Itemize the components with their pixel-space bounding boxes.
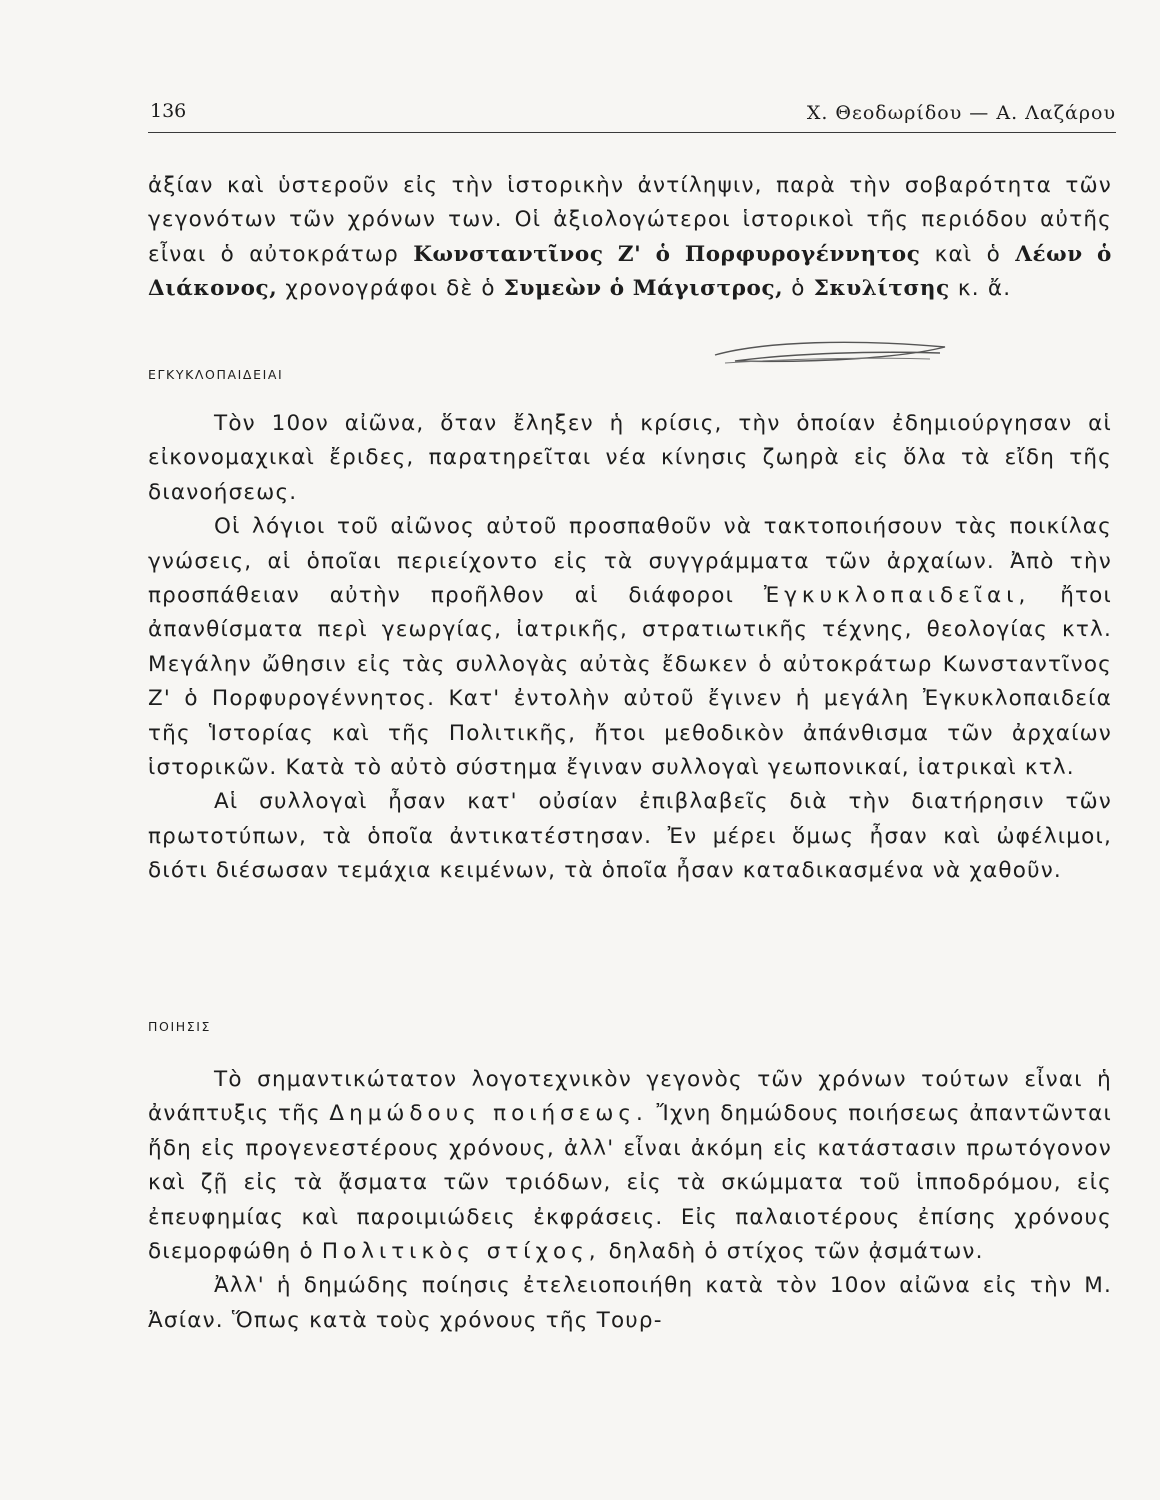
intro-text-4: ὁ <box>783 276 814 302</box>
intro-text-1: ἀξίαν καὶ ὑστεροῦν εἰς τὴν ἱστορικὴν ἀντίληψιν, παρὰ τὴν σοβαρότητα τῶν γεγονότων τῶν χρόνων των. Οἱ ἀξιολογώτεροι ἱστορικοὶ τῆς περιόδου αὐτῆς εἶναι ὁ αὐτοκράτωρ <box>148 173 1112 267</box>
spaced-term: Ἐγκυκλοπαιδεῖαι, <box>763 583 1031 609</box>
paragraph-text: Τὸ σημαντικώτατον λογοτεχνικὸν γεγονὸς τῶν χρόνων τούτων εἶναι ἡ ἀνάπτυξις τῆς <box>148 1067 1112 1127</box>
paragraph <box>148 1063 1112 1269</box>
paragraph: Τὸν 10ον αἰῶνα, ὅταν ἔληξεν ἡ κρίσις, τὴν ὁποίαν ἐδημιούργησαν αἱ εἰκονομαχικαὶ ἔριδες, παρατηρεῖται νέα κίνησις ζωηρὰ εἰς ὅλα τὰ εἴδη τῆς διανοήσεως. <box>148 411 1112 505</box>
paragraph-text: ἤτοι ἀπανθίσματα περὶ γεωργίας, ἰατρικῆς, στρατιωτικῆς τέχνης, θεολογίας κτλ. Μεγάλην ὤθησιν εἰς τὰς συλλογὰς αὐτὰς ἔδωκεν ὁ αὐτοκράτωρ Κωνσταντῖνος Ζ' ὁ Πορφυρογέννητος. Κατ' ἐντολὴν αὐτοῦ ἔγινεν ἡ μεγάλη Ἐγκυκλοπαιδεία τῆς Ἱστορίας καὶ τῆς Πολιτικῆς, ἤτοι μεθοδικὸν ἀπάνθισμα τῶν ἀρχαίων ἱστορικῶν. Κατὰ τὸ αὐτὸ σύστημα ἔγιναν συλλογαὶ γεωπονικαί, ἰατρικαὶ κτλ. <box>148 583 1112 781</box>
section-encyclopedias-body <box>148 407 1112 889</box>
section-label-encyclopedias: ΕΓΚΥΚΛΟΠΑΙΔΕΙΑΙ <box>148 367 284 382</box>
name-leon: Λέων ὁ Διάκονος, <box>148 241 1112 302</box>
paragraph-text: Οἱ λόγιοι τοῦ αἰῶνος αὐτοῦ προσπαθοῦν νὰ τακτοποιήσουν τὰς ποικίλας γνώσεις, αἱ ὁποῖαι περιείχοντο εἰς τὰ συγγράμματα τῶν ἀρχαίων. Ἀπὸ τὴν προσπάθειαν αὐτὴν προῆλθον αἱ διάφοροι <box>148 514 1112 609</box>
section-label-poetry: ΠΟΙΗΣΙΣ <box>148 1019 212 1034</box>
header-rule <box>148 132 1116 133</box>
pencil-scribble <box>705 333 955 371</box>
name-konstantinos: Κωνσταντῖνος Ζ' ὁ Πορφυρογέννητος <box>413 241 921 267</box>
section-poetry-body <box>148 1063 1112 1338</box>
spaced-term: Πολιτικὸς στίχος, <box>321 1239 601 1265</box>
intro-text-2: καὶ ὁ <box>920 241 1016 267</box>
paragraph-text: δηλαδὴ ὁ στίχος τῶν ᾀσμάτων. <box>600 1239 984 1265</box>
intro-text <box>148 169 1112 307</box>
name-skylitsis: Σκυλίτσης <box>813 276 950 302</box>
paragraph: Ἀλλ' ἡ δημώδης ποίησις ἐτελειοποιήθη κατὰ τὸν 10ον αἰῶνα εἰς τὴν Μ. Ἀσίαν. Ὅπως κατὰ τοὺς χρόνους τῆς Τουρ- <box>148 1273 1112 1333</box>
paragraph: Αἱ συλλογαὶ ἦσαν κατ' οὐσίαν ἐπιβλαβεῖς διὰ τὴν διατήρησιν τῶν πρωτοτύπων, τὰ ὁποῖα ἀντικατέστησαν. Ἐν μέρει ὅμως ἦσαν καὶ ὠφέλιμοι, διότι διέσωσαν τεμάχια κειμένων, τὰ ὁποῖα ἦσαν καταδικασμένα νὰ χαθοῦν. <box>148 789 1112 884</box>
paragraph <box>148 510 1112 785</box>
running-head: Χ. Θεοδωρίδου — Α. Λαζάρου <box>806 102 1116 124</box>
page-header <box>148 96 1116 136</box>
name-symeon: Συμεὼν ὁ Μάγιστρος, <box>503 276 784 302</box>
intro-text-5: κ. ἄ. <box>949 276 1012 302</box>
paragraph-text: Ἴχνη δημώδους ποιήσεως ἀπαντῶνται ἤδη εἰς προγενεστέρους χρόνους, ἀλλ' εἶναι ἀκόμη εἰς κατάστασιν πρωτόγονον καὶ ζῇ εἰς τὰ ᾄσματα τῶν τριόδων, εἰς τὰ σκώμματα τοῦ ἱπποδρόμου, εἰς ἐπευφημίας καὶ παροιμιώδεις ἐκφράσεις. Εἰς παλαιοτέρους ἐπίσης χρόνους διεμορφώθη ὁ <box>148 1101 1112 1265</box>
page-number: 136 <box>150 100 187 122</box>
intro-paragraph <box>148 169 1112 307</box>
spaced-term: Δημώδους ποιήσεως. <box>329 1101 648 1127</box>
intro-text-3: χρονογράφοι δὲ ὁ <box>277 276 504 302</box>
